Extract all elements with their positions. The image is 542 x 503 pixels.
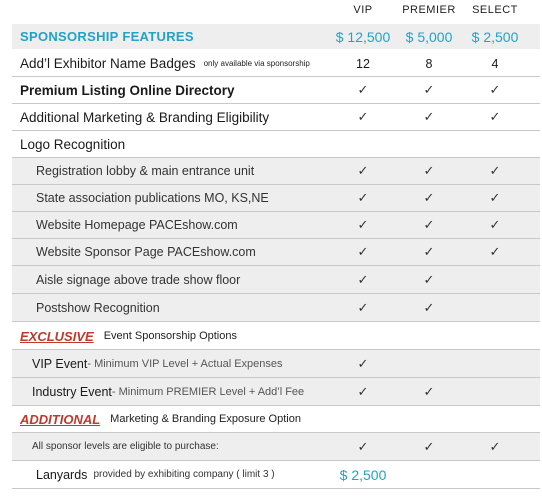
check-icon: ✓ <box>489 438 501 454</box>
check-icon: ✓ <box>489 163 501 178</box>
check-icon: ✓ <box>423 271 435 287</box>
lanyards-detail: provided by exhibiting company ( limit 3 ) <box>93 469 275 480</box>
state-publications-label: State association publications MO, KS,NE <box>36 191 269 205</box>
website-homepage-label: Website Homepage PACEshow.com <box>36 218 238 232</box>
price-row <box>12 24 540 49</box>
lanyards-price: $ 2,500 <box>339 466 387 483</box>
website-sponsor-page-row <box>12 239 540 266</box>
column-select: SELECT <box>472 4 518 16</box>
check-icon: ✓ <box>357 438 369 454</box>
check-icon: ✓ <box>489 82 501 97</box>
logo-recognition-label: Logo Recognition <box>20 136 126 152</box>
check-icon: ✓ <box>423 383 435 399</box>
check-icon: ✓ <box>423 244 435 259</box>
vip-event-name: VIP Event <box>32 356 88 371</box>
column-premier: PREMIER <box>402 4 456 16</box>
exclusive-text: Event Sponsorship Options <box>103 330 237 342</box>
column-vip: VIP <box>353 4 373 16</box>
price-premier: $ 5,000 <box>405 28 453 45</box>
aisle-signage-label: Aisle signage above trade show floor <box>36 272 241 287</box>
marketing-eligibility-row <box>12 104 540 131</box>
check-icon: ✓ <box>489 190 501 205</box>
check-icon: ✓ <box>357 163 369 178</box>
additional-tag: ADDITIONAL <box>20 411 101 427</box>
check-icon: ✓ <box>423 438 435 454</box>
badges-select: 4 <box>491 56 499 71</box>
additional-text: Marketing & Branding Exposure Option <box>110 413 301 425</box>
check-icon: ✓ <box>489 244 501 259</box>
check-icon: ✓ <box>357 109 369 124</box>
state-publications-row <box>12 185 540 212</box>
check-icon: ✓ <box>423 109 435 124</box>
badges-label <box>20 51 310 76</box>
lanyards-name: Lanyards <box>36 467 88 482</box>
exclusive-header <box>20 323 237 349</box>
postshow-row <box>12 294 540 322</box>
exclusive-tag: EXCLUSIVE <box>20 328 94 344</box>
website-sponsor-page-label: Website Sponsor Page PACEshow.com <box>36 245 256 259</box>
industry-event-label <box>32 378 304 405</box>
aisle-signage-row <box>12 266 540 294</box>
check-icon: ✓ <box>357 244 369 259</box>
website-homepage-row <box>12 212 540 239</box>
check-icon: ✓ <box>357 383 369 399</box>
check-icon: ✓ <box>357 217 369 232</box>
price-vip: $ 12,500 <box>335 28 391 45</box>
premium-listing-label: Premium Listing Online Directory <box>20 82 235 98</box>
check-icon: ✓ <box>423 163 435 178</box>
industry-event-name: Industry Event <box>32 384 112 399</box>
exclusive-header-row <box>12 323 540 350</box>
lanyards-label <box>36 461 275 488</box>
industry-event-detail: - Minimum PREMIER Level + Add’l Fee <box>111 385 305 398</box>
price-select: $ 2,500 <box>471 28 519 45</box>
marketing-eligibility-label: Additional Marketing & Branding Eligibility <box>20 109 270 125</box>
check-icon: ✓ <box>357 82 369 97</box>
registration-lobby-label: Registration lobby & main entrance unit <box>36 164 255 178</box>
vip-event-detail: - Minimum VIP Level + Actual Expenses <box>87 357 283 370</box>
check-icon: ✓ <box>357 355 369 371</box>
lanyards-row <box>12 461 540 489</box>
logo-recognition-row <box>12 131 540 158</box>
additional-header-row <box>12 406 540 433</box>
premium-listing-row <box>12 77 540 104</box>
badges-vip: 12 <box>356 56 370 71</box>
check-icon: ✓ <box>423 299 435 315</box>
badges-premier: 8 <box>425 56 433 71</box>
check-icon: ✓ <box>357 190 369 205</box>
check-icon: ✓ <box>489 109 501 124</box>
column-header-row <box>12 0 540 20</box>
registration-lobby-row <box>12 158 540 185</box>
badges-row <box>12 51 540 77</box>
eligible-row <box>12 433 540 461</box>
badges-note: only available via sponsorship <box>203 59 310 68</box>
vip-event-label <box>32 350 283 377</box>
additional-header <box>20 406 301 432</box>
check-icon: ✓ <box>423 217 435 232</box>
postshow-label: Postshow Recognition <box>36 300 160 315</box>
check-icon: ✓ <box>489 217 501 232</box>
eligible-label: All sponsor levels are eligible to purchase: <box>32 441 219 452</box>
check-icon: ✓ <box>423 190 435 205</box>
features-title: SPONSORSHIP FEATURES <box>20 29 194 44</box>
check-icon: ✓ <box>423 82 435 97</box>
industry-event-row <box>12 378 540 406</box>
badges-label-text: Add’l Exhibitor Name Badges <box>20 56 196 71</box>
check-icon: ✓ <box>357 299 369 315</box>
check-icon: ✓ <box>357 271 369 287</box>
vip-event-row <box>12 350 540 378</box>
